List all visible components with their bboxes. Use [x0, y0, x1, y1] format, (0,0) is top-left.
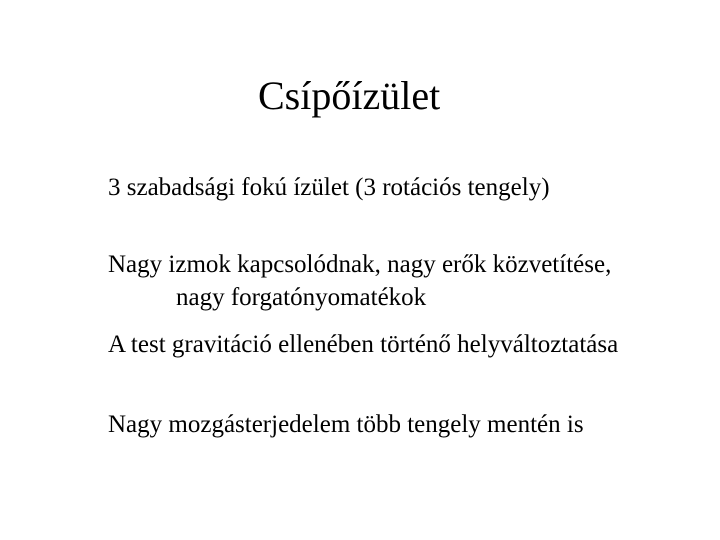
bullet-muscles-line-1: Nagy izmok kapcsolódnak, nagy erők közvetítése,	[108, 251, 612, 278]
bullet-gravity: A test gravitáció ellenében történő helyváltoztatása	[108, 331, 619, 358]
slide-title: Csípőízület	[258, 73, 441, 118]
bullet-muscles-line-2: nagy forgatónyomatékok	[176, 284, 427, 311]
bullet-dof: 3 szabadsági fokú ízület (3 rotációs tengely)	[108, 174, 550, 201]
bullet-range-of-motion: Nagy mozgásterjedelem több tengely mentén is	[108, 411, 584, 438]
